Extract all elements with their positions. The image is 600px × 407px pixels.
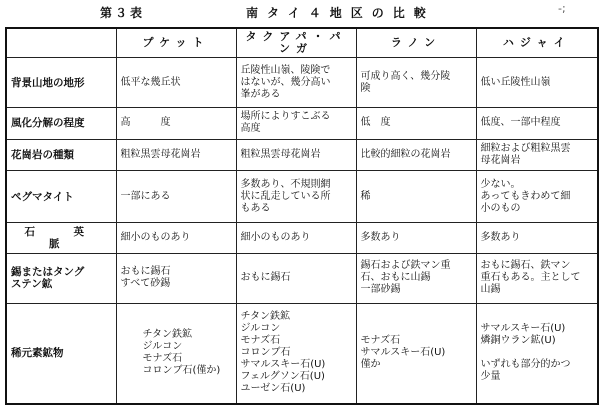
cell-line: 丘陵性山嶺、陵険で bbox=[240, 64, 331, 76]
column-header: ラノン bbox=[356, 28, 476, 58]
cell-line: チタン鉄鉱 bbox=[240, 311, 290, 323]
cell-line bbox=[481, 347, 594, 359]
cell-line: もある bbox=[240, 202, 271, 214]
row-label: 石 英 脈 bbox=[6, 223, 116, 253]
cell-line: ユーゼン石(U) bbox=[240, 383, 306, 395]
table-row bbox=[6, 253, 598, 303]
cell-line: あってもきわめて細 bbox=[480, 190, 571, 202]
cell-line: フェルグソン石(U) bbox=[240, 371, 325, 383]
table-cell bbox=[236, 108, 356, 139]
cell-line: モナズ石 bbox=[240, 335, 281, 347]
cell-line: 少量 bbox=[480, 371, 501, 383]
cell-line: おもに錫石 bbox=[240, 272, 291, 284]
cell-line: サマルスキー石(U) bbox=[240, 359, 326, 371]
table-row bbox=[6, 139, 598, 170]
cell-line: 一部砂錫 bbox=[360, 284, 401, 296]
cell-line: はないが、幾分高い bbox=[240, 76, 331, 88]
row-label: 花崗岩の種類 bbox=[6, 139, 116, 170]
table-cell bbox=[356, 253, 476, 303]
header-row bbox=[6, 28, 598, 58]
row-label bbox=[6, 253, 116, 303]
corner-cell bbox=[6, 28, 116, 58]
table-row bbox=[6, 303, 598, 404]
table-cell bbox=[236, 171, 356, 223]
column-header: タクアパ・パンガ bbox=[236, 28, 356, 58]
table-cell bbox=[116, 171, 236, 223]
cell-line: 険 bbox=[360, 82, 371, 94]
cell-line: 高 度 bbox=[120, 117, 171, 129]
table-cell bbox=[236, 253, 356, 303]
cell-line: 細粒および粗粒黒雲 bbox=[480, 142, 571, 154]
cell-line: 可成り高く、幾分陵 bbox=[360, 70, 451, 82]
cell-line: 多数あり、不規則網 bbox=[240, 178, 331, 190]
table-row bbox=[6, 58, 598, 108]
table-cell bbox=[116, 303, 236, 404]
table-cell bbox=[236, 58, 356, 108]
table-cell bbox=[116, 58, 236, 108]
cell-line: サマルスキー石(U) bbox=[360, 347, 446, 359]
table-cell bbox=[356, 108, 476, 139]
table-title: 南タイ４地区の比較 bbox=[246, 6, 435, 20]
cell-line: おもに錫石、鉄マン bbox=[480, 260, 571, 272]
cell-line: 細小のものあり bbox=[240, 232, 311, 244]
table-cell bbox=[476, 303, 598, 404]
cell-line: 重石もある。主として bbox=[480, 272, 581, 284]
cell-line: 低い丘陵性山嶺 bbox=[480, 76, 551, 88]
cell-line: 細小のものあり bbox=[120, 232, 191, 244]
cell-line: チタン鉄鉱 bbox=[142, 329, 192, 341]
row-label: ペグマタイト bbox=[6, 171, 116, 223]
cell-line: 母花崗岩 bbox=[480, 154, 521, 166]
cell-line: 多数あり bbox=[480, 232, 521, 244]
cell-line: 高度 bbox=[240, 123, 261, 135]
comparison-table bbox=[5, 27, 599, 405]
row-label: 稀元素鉱物 bbox=[6, 303, 116, 404]
table-row bbox=[6, 108, 598, 139]
column-header: ハジャイ bbox=[476, 28, 598, 58]
table-cell bbox=[236, 139, 356, 170]
cell-line: 低平な幾丘状 bbox=[120, 76, 181, 88]
cell-line: モナズ石 bbox=[360, 335, 401, 347]
table-cell bbox=[236, 303, 356, 404]
cell-line: コロンブ石 bbox=[240, 347, 291, 359]
cell-line: ジルコン bbox=[240, 323, 281, 335]
table-cell bbox=[356, 223, 476, 253]
row-label-line: 錫またはタング bbox=[11, 266, 85, 279]
table-cell bbox=[476, 223, 598, 253]
cell-line: 峯がある bbox=[240, 88, 281, 100]
cell-line: おもに錫石 bbox=[120, 266, 171, 278]
row-label-line: ステン鉱 bbox=[11, 278, 53, 291]
cell-line: 一部にある bbox=[120, 190, 171, 202]
cell-line: 少ない。 bbox=[480, 178, 521, 190]
table-cell bbox=[236, 223, 356, 253]
cell-line: 多数あり bbox=[360, 232, 401, 244]
cell-line: ジルコン bbox=[142, 341, 183, 353]
cell-line: 小のもの bbox=[480, 202, 521, 214]
cell-line: 比較的細粒の花崗岩 bbox=[360, 148, 451, 160]
cell-line: いずれも部分的かつ bbox=[480, 359, 571, 371]
corner-mark: -; bbox=[558, 2, 566, 15]
cell-line: 錫石および鉄マン重 bbox=[360, 260, 451, 272]
row-label: 風化分解の程度 bbox=[6, 108, 116, 139]
cell-line: モナズ石 bbox=[142, 353, 183, 365]
cell-line: 粗粒黒雲母花崗岩 bbox=[240, 148, 321, 160]
table-cell bbox=[116, 108, 236, 139]
column-header: プケット bbox=[116, 28, 236, 58]
row-label: 背景山地の地形 bbox=[6, 58, 116, 108]
table-number: 第３表 bbox=[100, 6, 146, 20]
cell-line: 状に乱走している所 bbox=[240, 190, 331, 202]
table-caption bbox=[0, 2, 600, 24]
table-cell bbox=[116, 253, 236, 303]
table-cell bbox=[116, 223, 236, 253]
table-cell bbox=[116, 139, 236, 170]
cell-line: 山錫 bbox=[480, 284, 501, 296]
cell-line: 低度、一部中程度 bbox=[480, 117, 561, 129]
table-cell bbox=[356, 303, 476, 404]
table-cell bbox=[476, 108, 598, 139]
table-cell bbox=[356, 139, 476, 170]
table-row bbox=[6, 223, 598, 253]
table-row bbox=[6, 171, 598, 223]
cell-line: 燐銅ウラン鉱(U) bbox=[480, 335, 556, 347]
cell-line: すべて砂錫 bbox=[120, 278, 171, 290]
table-cell bbox=[356, 58, 476, 108]
cell-line: 僅か bbox=[360, 359, 381, 371]
cell-line: 粗粒黒雲母花崗岩 bbox=[120, 148, 201, 160]
table-cell bbox=[356, 171, 476, 223]
cell-line: サマルスキー石(U) bbox=[480, 323, 566, 335]
cell-line: 石、おもに山錫 bbox=[360, 272, 431, 284]
cell-line: 低 度 bbox=[360, 117, 391, 129]
table-cell bbox=[476, 139, 598, 170]
cell-line: 稀 bbox=[360, 190, 371, 202]
table-cell bbox=[476, 253, 598, 303]
table-cell bbox=[476, 58, 598, 108]
cell-line: コロンブ石(僅か) bbox=[142, 365, 221, 377]
table-cell bbox=[476, 171, 598, 223]
cell-line: 場所によりすこぶる bbox=[240, 111, 331, 123]
